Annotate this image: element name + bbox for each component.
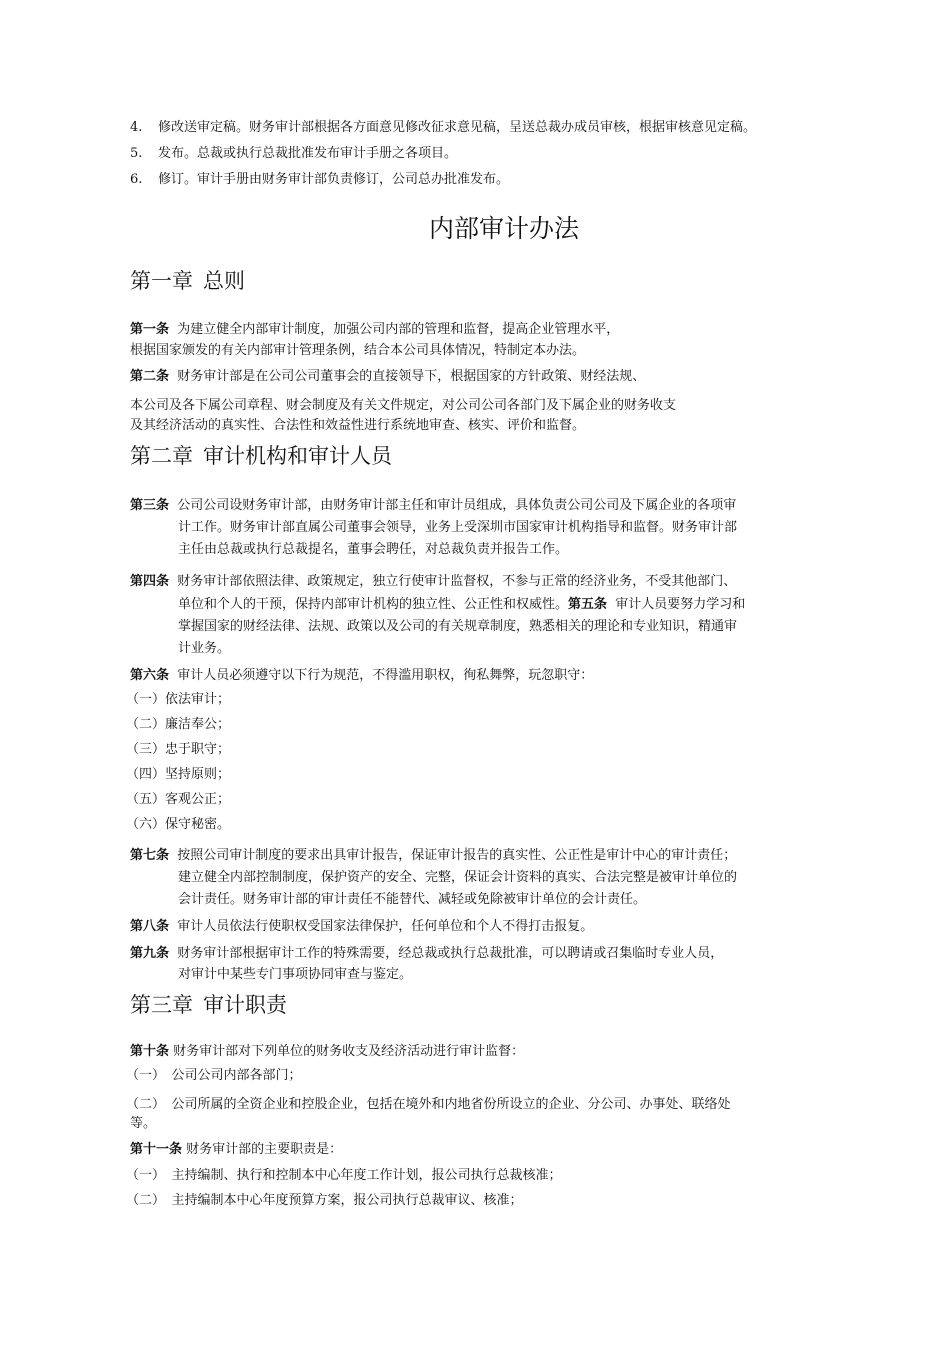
article-label: 第七条 — [130, 848, 170, 863]
article-3-line: 计工作。财务审计部直属公司董事会领导，业务上受深圳市国家审计机构指导和监督。财务审计部 — [178, 520, 738, 535]
article-4-line: 计业务。 — [178, 641, 231, 656]
list-item: （一）依法审计； — [126, 692, 231, 707]
list-item: （一） 主持编制、执行和控制本中心年度工作计划，报公司执行总裁核准； — [126, 1168, 562, 1183]
list-item: （二） 主持编制本中心年度预算方案，报公司执行总裁审议、核准； — [126, 1193, 523, 1208]
article-label: 第八条 — [130, 919, 170, 934]
chapter-heading-2: 第二章 审计机构和审计人员 — [130, 444, 392, 468]
list-item-line: 等。 — [130, 1116, 157, 1131]
list-item: （三）忠于职守； — [126, 742, 231, 757]
intro-item-5: 5. 发布。总裁或执行总裁批准发布审计手册之各项目。 — [130, 146, 458, 161]
article-11: 第十一条 财务审计部的主要职责是： — [130, 1142, 343, 1157]
article-4: 第四条 财务审计部依照法律、政策规定，独立行使审计监督权，不参与正常的经济业务，不受其他部门、 — [130, 574, 737, 589]
article-label: 第五条 — [568, 597, 608, 612]
article-6: 第六条 审计人员必须遵守以下行为规范，不得滥用职权，徇私舞弊，玩忽职守： — [130, 668, 594, 683]
article-9: 第九条 财务审计部根据审计工作的特殊需要，经总裁或执行总裁批准，可以聘请或召集临时专业人员， — [130, 946, 724, 961]
article-4-line: 单位和个人的干预，保持内部审计机构的独立性、公正性和权威性。第五条 审计人员要努力学习和 — [178, 597, 746, 612]
article-label: 第一条 — [130, 322, 170, 337]
list-item: （一） 公司公司内部各部门； — [126, 1068, 302, 1083]
list-item: （五）客观公正； — [126, 792, 231, 807]
article-label: 第四条 — [130, 574, 170, 589]
list-item: （四）坚持原则； — [126, 767, 231, 782]
article-7: 第七条 按照公司审计制度的要求出具审计报告，保证审计报告的真实性、公正性是审计中心的审计责任； — [130, 848, 737, 863]
chapter-heading-3: 第三章 审计职责 — [130, 993, 287, 1017]
article-label: 第十一条 — [130, 1142, 183, 1157]
list-item: （六）保守秘密。 — [126, 817, 231, 832]
article-1-line: 根据国家颁发的有关内部审计管理条例，结合本公司具体情况，特制定本办法。 — [130, 343, 586, 358]
article-2-line: 本公司及各下属公司章程、财会制度及有关文件规定，对公司公司各部门及下属企业的财务收支 — [130, 398, 677, 413]
article-7-line: 建立健全内部控制制度，保护资产的安全、完整，保证会计资料的真实、合法完整是被审计单位的 — [178, 870, 738, 885]
list-item: （二）廉洁奉公； — [126, 717, 231, 732]
article-2: 第二条 财务审计部是在公司公司董事会的直接领导下，根据国家的方针政策、财经法规、 — [130, 369, 646, 384]
article-3-line: 主任由总裁或执行总裁提名，董事会聘任，对总裁负责并报告工作。 — [178, 542, 569, 557]
article-label: 第十条 — [130, 1044, 170, 1059]
chapter-heading-1: 第一章 总则 — [130, 269, 245, 293]
article-1: 第一条 为建立健全内部审计制度，加强公司内部的管理和监督，提高企业管理水平， — [130, 322, 620, 337]
document-title: 内部审计办法 — [428, 214, 579, 243]
intro-item-6: 6. 修订。审计手册由财务审计部负责修订，公司总办批准发布。 — [130, 172, 510, 187]
list-item: （二） 公司所属的全资企业和控股企业，包括在境外和内地省份所设立的企业、分公司、办事处、联络处 — [126, 1097, 731, 1112]
article-label: 第六条 — [130, 668, 170, 683]
article-label: 第九条 — [130, 946, 170, 961]
intro-item-4: 4. 修改送审定稿。财务审计部根据各方面意见修改征求意见稿，呈送总裁办成员审核，根据审核意见定稿。 — [130, 120, 757, 135]
article-3: 第三条 公司公司设财务审计部，由财务审计部主任和审计员组成，具体负责公司公司及下属企业的各项审 — [130, 498, 737, 513]
article-8: 第八条 审计人员依法行使职权受国家法律保护，任何单位和个人不得打击报复。 — [130, 919, 594, 934]
article-7-line: 会计责任。财务审计部的审计责任不能替代、减轻或免除被审计单位的会计责任。 — [178, 892, 647, 907]
article-4-line: 掌握国家的财经法律、法规、政策以及公司的有关规章制度，熟悉相关的理论和专业知识，精通审 — [178, 619, 738, 634]
article-label: 第三条 — [130, 498, 170, 513]
article-10: 第十条 财务审计部对下列单位的财务收支及经济活动进行审计监督： — [130, 1044, 525, 1059]
article-9-line: 对审计中某些专门事项协同审查与鉴定。 — [178, 967, 413, 982]
article-label: 第二条 — [130, 369, 170, 384]
article-2-line: 及其经济活动的真实性、合法性和效益性进行系统地审查、核实、评价和监督。 — [130, 418, 586, 433]
